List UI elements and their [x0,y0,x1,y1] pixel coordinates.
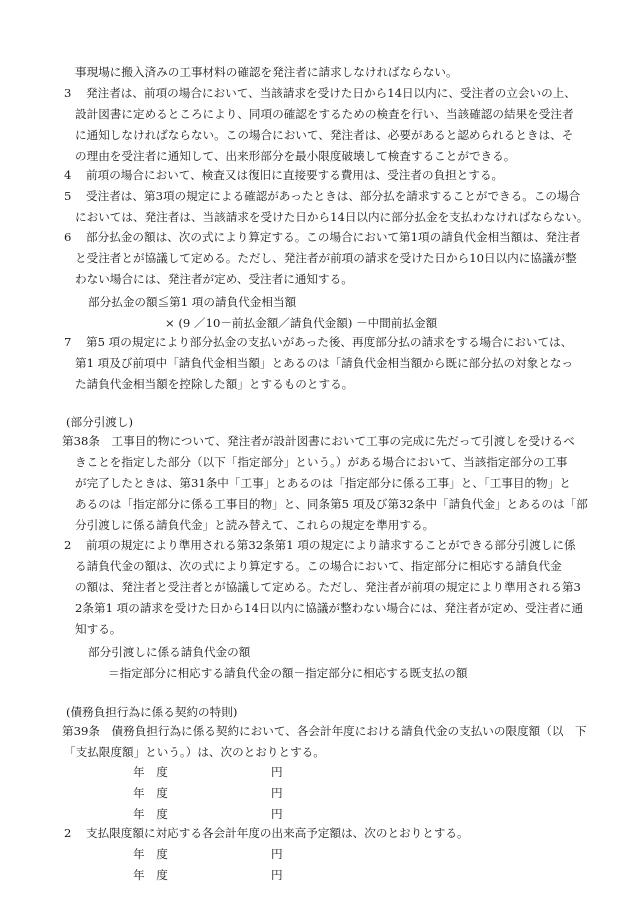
text-line: 第5 項の規定により部分払金の支払いがあった後、再度部分払の請求をする場合においては、 [86,335,573,349]
text-line: 知する。 [75,622,122,636]
text-line: においては、発注者は、当該請求を受けた日から14日以内に部分払金を支払わなければならない。 [75,210,589,224]
text-line: 「支払限度額」という。）は、次のとおりとする。 [64,745,325,759]
text-line: の理由を受注者に通知して、出来形部分を最小限度破壊して検査することができる。 [75,149,516,163]
year-label: 年 度 [133,765,168,779]
text-line: が完了したときは、第31条中「工事」とあるのは「指定部分に係る工事」と、「工事目的物」と [75,476,571,490]
yen-label: 円 [271,868,283,882]
paragraph-number: 2 [64,538,72,552]
formula-line: 部分払金の額≦第1 項の請負代金相当額 [88,295,297,309]
section-heading: (債務負担行為に係る契約の特則) [66,705,238,719]
text-line: 前項の場合において、検査又は復旧に直接要する費用は、受注者の負担とする。 [86,168,504,182]
paragraph-number: 6 [64,230,72,244]
text-line: に通知しなければならない。この場合において、発注者は、必要があると認められるときは、そ [75,128,574,142]
text-line: る請負代金の額は、次の式により算定する。この場合において、指定部分に相応する請負代金 [75,559,562,573]
paragraph-number: 5 [64,189,72,203]
article-line: 第38条 工事目的物について、発注者が設計図書において工事の完成に先だって引渡しを受けるべ [62,434,575,448]
yen-label: 円 [271,786,283,800]
formula-line: ＝指定部分に相応する請負代金の額－指定部分に相応する既支払の額 [108,666,468,680]
yen-label: 円 [271,765,283,779]
text-line: きことを指定した部分（以下「指定部分」という。）がある場合において、当該指定部分の工事 [75,455,568,469]
text-line: た請負代金相当額を控除した額」とするものとする。 [75,377,354,391]
text-line: 発注者は、前項の場合において、当該請求を受けた日から14日以内に、受注者の立会いの上、 [86,86,576,100]
text-line: あるのは「指定部分に係る工事目的物」と、同条第5 項及び第32条中「請負代金」とあるのは「部 [75,497,588,511]
text-line: 受注者は、第3項の規定による確認があったときは、部分払を請求することができる。この場合 [86,189,581,203]
formula-line: 部分引渡しに係る請負代金の額 [88,645,251,659]
text-line: 2条第1 項の請求を受けた日から14日以内に協議が整わない場合には、発注者が定め、受注者に通 [75,601,584,615]
text-line: 支払限度額に対応する各会計年度の出来高予定額は、次のとおりとする。 [86,826,469,840]
text-line: と受注者とが協議して定める。ただし、発注者が前項の請求を受けた日から10日以内に協議が整 [75,251,577,265]
text-line: 事現場に搬入済みの工事材料の確認を発注者に請求しなければならない。 [75,65,458,79]
year-label: 年 度 [133,786,168,800]
paragraph-number: 3 [64,86,72,100]
paragraph-number: 4 [64,168,72,182]
year-label: 年 度 [133,807,168,821]
paragraph-number: 2 [64,826,72,840]
year-label: 年 度 [133,868,168,882]
section-heading: (部分引渡し) [66,415,134,429]
text-line: の額は、発注者と受注者とが協議して定める。ただし、発注者が前項の規定により準用される第3 [75,580,581,594]
text-line: 前項の規定により準用される第32条第1 項の規定により請求することができる部分引渡しに係 [86,538,576,552]
paragraph-number: 7 [64,335,72,349]
formula-line: × (9 ／10－前払金額／請負代金額) －中間前払金額 [165,316,438,330]
text-line: 第1 項及び前項中「請負代金相当額」とあるのは「請負代金相当額から既に部分払の対象となっ [75,356,574,370]
yen-label: 円 [271,847,283,861]
text-line: 部分払金の額は、次の式により算定する。この場合において第1項の請負代金相当額は、発注者 [86,230,581,244]
year-label: 年 度 [133,847,168,861]
yen-label: 円 [271,807,283,821]
text-line: 分引渡しに係る請負代金」と読み替えて、これらの規定を準用する。 [75,518,435,532]
text-line: わない場合には、発注者が定め、受注者に通知する。 [75,272,353,286]
text-line: 設計図書に定めるところにより、同項の確認をするための検査を行い、当該確認の結果を受注者 [75,107,574,121]
article-line: 第39条 債務負担行為に係る契約において、各会計年度における請負代金の支払いの限度額（以 下 [62,724,587,738]
